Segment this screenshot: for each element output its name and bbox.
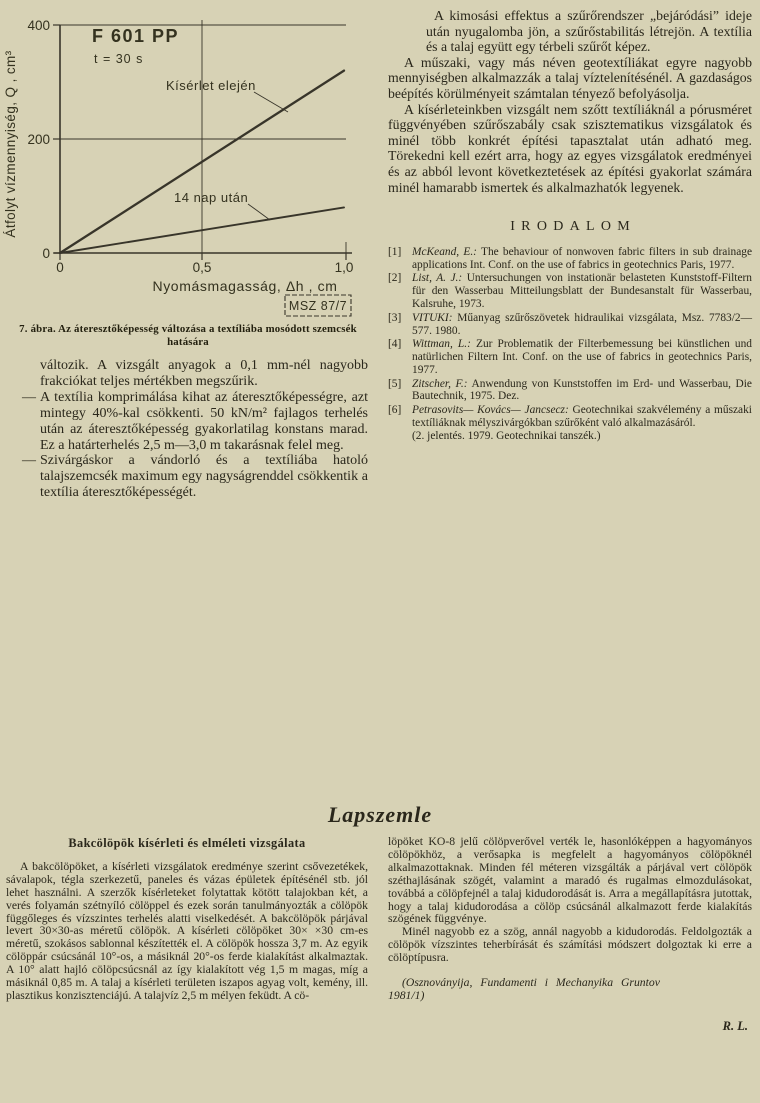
- reference-list: [388, 246, 752, 443]
- reference-author: Wittman, L.:: [412, 338, 471, 351]
- reference-text: Geotechnikai szakvélemény a műszaki textíliáknak mélyszivárgókban szűrőként való alkalmazásáról.: [412, 404, 752, 430]
- reference-number: [5]: [388, 377, 402, 390]
- article-body-right-2: Minél nagyobb ez a szög, annál nagyobb a kidudorodás. Feldolgozták a cölöpök vízszintes teherbírását és számítási módszert dolgoztak ki erre a cölöptípusra.: [388, 925, 752, 965]
- ytick-label-200: 200: [27, 132, 50, 147]
- permeability-chart: [2, 4, 374, 320]
- xtick-label-0: 0: [56, 260, 64, 275]
- pointer-line-initial: [254, 92, 288, 112]
- msz-badge-label: MSZ 87/7: [288, 299, 348, 313]
- article-body-left: A bakcölöpöket, a kísérleti vizsgálatok eredménye szerint csővezetékek, sávalapok, tégla szerkezetű, paneles és vázas épületek építésénél stb. jól lehet használni. A szerzők kísérleteket folytattak kötött talajokban két, a verés folyamán szétnyíló cölöppel és ezek során tanulmányozták a cölöpök függőleges és vízszintes terhelés alatti viselkedését. A bakcölöpök párjával levert 30×30-as méretű cölöpök. A kísérleti cölöpöket 30× ×30 cm-es méretű, szokásos sablonnal készítették el. A cölöpök hossza 3,7 m. Az egyik cölöppár csúcsánál 10°-os, a másiknál 20°-os ferde kialakítást alkalmaztak. A 10° alatt hajló cölöpcsúcsnál az így kialakított vég 1,5 m magas, míg a másiknál 0,85 m. A talaj a kísérleti területen iszapos agyag volt, kemény, ill. plasztikus konzisztenciájú. A talajvíz 2,5 m mélyen feküdt. A cö-: [6, 859, 368, 1002]
- chart-subtitle: t = 30 s: [94, 52, 144, 66]
- right-column-paragraph-2: A műszaki, vagy más néven geotextíliákat egyre nagyobb mennyiségben alkalmazzák a talaj víztelenítésénél. A gazdaságos beépítés körülményeit számtalan tényező befolyásolja.: [388, 54, 752, 101]
- article-source-line2: 1981/1): [388, 988, 425, 1002]
- reference-text: Zur Problematik der Filterbemessung bei künstlichen und natürlichen Filtern Int. Conf. on the use of fabrics in geotechnics Paris, 1977.: [412, 338, 752, 376]
- reference-item: [388, 312, 752, 338]
- reference-item: [388, 246, 752, 272]
- lapszemle-left-column: [6, 837, 368, 1003]
- left-column-list-item: [22, 453, 368, 501]
- list-item-text: Szivárgáskor a vándorló és a textíliába hatoló talajszemcsék maximum egy nagyságrenddel csökkentik a textília áteresztőképességét.: [40, 453, 368, 501]
- dash-marker: —: [22, 453, 36, 469]
- figure-caption-line1: 7. ábra. Az áteresztőképesség változása a textíliába mosódott szemcsék: [19, 323, 357, 335]
- xtick-label-10: 1,0: [334, 260, 354, 275]
- reference-number: [4]: [388, 338, 402, 351]
- right-column-paragraph-3: A kísérleteinkben vizsgált nem szőtt textíliáknál a pórusméret függvényében szűrőszabály csak szisztematikus vizsgálatok és minél több konkrét építési tapasztalat után adható meg. Törekedni kell ezért arra, hogy az egyes vizsgálatok eredményei és az abból levont következtetések az építési gyakorlat számára minél hamarabb ismertek és alkalmazhatók legyenek.: [388, 101, 752, 195]
- reference-author: Zitscher, F.:: [412, 377, 468, 390]
- list-item-text: A textília komprimálása kihat az áteresztőképességre, azt mintegy 40%-kal csökkenti. 50 kN/m² fajlagos terhelés után az áteresztőképesség gyakorlatilag konstans marad. Ez a határterhelés 2,5 m—3,0 m takarásnak felel meg.: [40, 389, 368, 453]
- right-column-paragraph-1: A kimosási effektus a szűrőrendszer „bejáródási” ideje után nyugalomba jön, a szűrőstabilitás létrejön. A textília és a talaj együtt egy térbeli szűrőt képez.: [426, 8, 752, 55]
- series-label-initial: Kísérlet elején: [166, 78, 256, 93]
- reference-note: (2. jelentés. 1979. Geotechnikai tanszék.): [412, 429, 601, 442]
- reference-number: [2]: [388, 272, 402, 285]
- reference-text: Anwendung von Kunststoffen im Erd- und Wasserbau, Die Bautechnik, 1975. Dez.: [412, 377, 752, 403]
- reference-item: [388, 378, 752, 404]
- reference-author: Petrasovits— Kovács— Jancsecz:: [412, 404, 569, 417]
- article-title: Bakcölöpök kísérleti és elméleti vizsgálata: [68, 836, 306, 850]
- left-column-paragraph: változik. A vizsgált anyagok a 0,1 mm-nél nagyobb frakciókat teljes mértékben megszűrik.: [40, 358, 368, 389]
- lapszemle-right-column: [388, 836, 752, 1033]
- series-label-14days: 14 nap után: [174, 190, 249, 205]
- reference-text: The behaviour of nonwoven fabric filters in sub drainage applications Int. Conf. on the use of fabrics in geotechnics Paris, 1977.: [412, 245, 753, 271]
- lapszemle-heading: Lapszemle: [327, 802, 433, 827]
- reviewer-signature: R. L.: [722, 1018, 748, 1033]
- dash-marker: —: [22, 389, 36, 405]
- ytick-label-0: 0: [42, 246, 50, 261]
- left-column-list-item: [22, 390, 368, 454]
- figure-7: [2, 4, 374, 348]
- chart-title: F 601 PP: [92, 26, 180, 46]
- figure-caption: [2, 323, 374, 348]
- article-source-line1: (Osznoványija, Fundamenti i Mechanyika Gruntov: [402, 976, 660, 990]
- pointer-line-14days: [248, 204, 270, 220]
- figure-caption-line2: hatására: [167, 335, 209, 348]
- reference-item: [388, 404, 752, 442]
- reference-number: [3]: [388, 311, 402, 324]
- xtick-label-05: 0,5: [192, 260, 212, 275]
- ytick-label-400: 400: [27, 18, 50, 33]
- reference-text: Műanyag szűrőszövetek hidraulikai vizsgálata, Msz. 7783/2—577. 1980.: [412, 311, 752, 337]
- reference-author: VITUKI:: [412, 311, 453, 324]
- article-source: [388, 977, 752, 1003]
- bibliography-heading: IRODALOM: [510, 219, 637, 235]
- reference-author: List, A. J.:: [412, 272, 463, 285]
- x-axis-label: Nyomásmagasság, Δh , cm: [152, 278, 338, 294]
- reference-item: [388, 338, 752, 376]
- reference-text: Untersuchungen von instationär belasteten Kunststoff-Filtern für den Wasserbau Mitteilungsblatt der Bundesanstalt für Wasserbau, Kalsruhe, 1973.: [412, 272, 752, 310]
- article-body-right-1: löpöket KO-8 jelű cölöpverővel verték le, hasonlóképpen a hagyományos cölöpökhöz, a verősapka is megfelelt a hagyományos cölöpöknél alkalmazottaknak. Minden fél méteren vizsgálták a párjával vert cölöpök széthajlásának szögét, valamint a maradó és rugalmas elmozdulásokat, továbbá a cölöpfejnél a talaj kidudorodását is. Arra a megállapításra jutottak, hogy a talaj kidudorodása a cölöp csúcsánál alkalmazott ferde kialakítás szögének függvénye.: [388, 835, 752, 926]
- right-column: [388, 8, 752, 444]
- reference-number: [6]: [388, 404, 402, 417]
- y-axis-label: Átfolyt vízmennyiség, Q , cm³: [3, 50, 18, 238]
- reference-item: [388, 272, 752, 310]
- reference-number: [1]: [388, 245, 402, 258]
- reference-author: McKeand, E.:: [412, 245, 477, 258]
- left-column: [22, 358, 368, 501]
